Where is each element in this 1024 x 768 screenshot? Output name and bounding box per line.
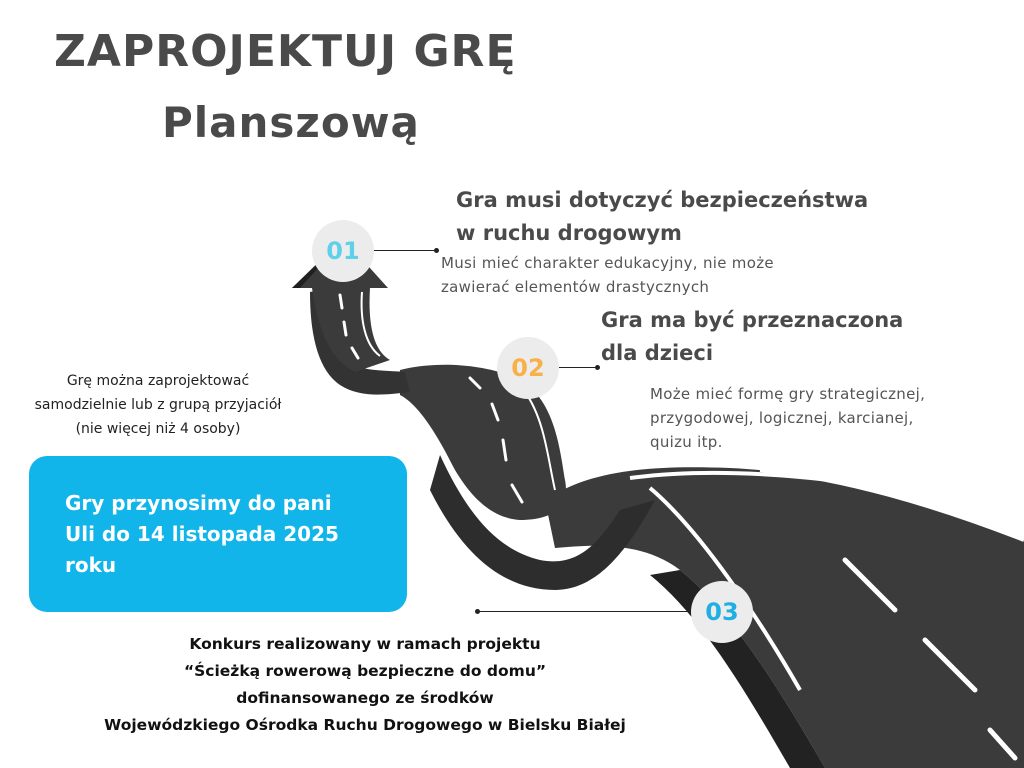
footer-credits xyxy=(60,631,670,739)
team-note-line: (nie więcej niż 4 osoby) xyxy=(75,421,241,437)
connector-dot-2 xyxy=(595,365,600,370)
page-subtitle: Planszową xyxy=(162,98,420,147)
deadline-line: roku xyxy=(65,553,117,577)
rule-2-heading-line: dla dzieci xyxy=(601,341,714,365)
connector-line-2 xyxy=(559,367,597,368)
team-note-line: samodzielnie lub z grupą przyjaciół xyxy=(34,397,282,413)
team-note xyxy=(14,369,302,441)
step-badge-1: 01 xyxy=(312,220,374,282)
rule-1-description-line: Musi mieć charakter edukacyjny, nie może xyxy=(441,254,774,272)
deadline-line: Gry przynosimy do pani xyxy=(65,491,332,515)
team-note-line: Grę można zaprojektować xyxy=(66,373,250,389)
rule-1-heading-line: w ruchu drogowym xyxy=(456,221,682,245)
rule-1-description-line: zawierać elementów drastycznych xyxy=(441,278,710,296)
step-badge-2: 02 xyxy=(497,337,559,399)
deadline-box xyxy=(29,456,407,612)
step-badge-3: 03 xyxy=(691,581,753,643)
page-title: ZAPROJEKTUJ GRĘ xyxy=(54,26,517,77)
deadline-text xyxy=(65,488,371,581)
rule-2-heading xyxy=(601,304,903,370)
footer-line: Wojewódzkiego Ośrodka Ruchu Drogowego w Bielsku Białej xyxy=(104,716,626,734)
rule-1-heading xyxy=(456,184,868,250)
rule-2-description xyxy=(650,382,925,454)
footer-line: dofinansowanego ze środków xyxy=(236,689,494,707)
rule-1-heading-line: Gra musi dotyczyć bezpieczeństwa xyxy=(456,188,869,212)
connector-dot-1 xyxy=(434,248,439,253)
deadline-line: Uli do 14 listopada 2025 xyxy=(65,522,339,546)
rule-2-description-line: Może mieć formę gry strategicznej, xyxy=(650,385,926,403)
rule-2-description-line: quizu itp. xyxy=(650,433,723,451)
rule-2-description-line: przygodowej, logicznej, karcianej, xyxy=(650,409,914,427)
footer-line: “Ścieżką rowerową bezpieczne do domu” xyxy=(183,662,547,680)
rule-2-heading-line: Gra ma być przeznaczona xyxy=(601,308,904,332)
connector-line-1 xyxy=(374,250,436,251)
rule-1-description xyxy=(441,251,774,299)
connector-line-3 xyxy=(478,611,691,612)
footer-line: Konkurs realizowany w ramach projektu xyxy=(189,635,541,653)
connector-dot-3 xyxy=(475,609,480,614)
